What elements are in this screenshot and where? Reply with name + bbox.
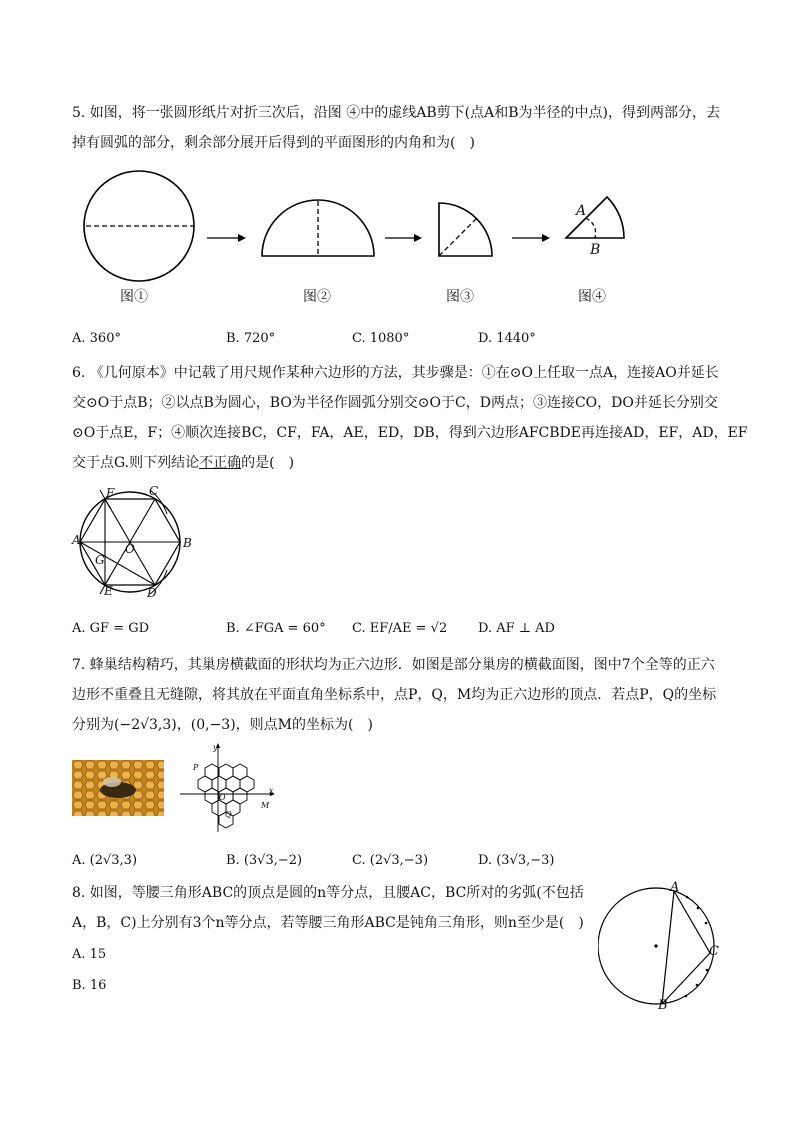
q6-line-3: ⊙O于点E，F；④顺次连接BC，CF，FA，AE，ED，DB，得到六边形AFCBDE再连接AD，EF，AD，EF bbox=[72, 425, 748, 441]
q6-line-2: 交⊙O于点B；②以点B为圆心，BO为半径作圆弧分别交⊙O于C，D两点；③连接CO，DO并延长分别交 bbox=[72, 395, 718, 411]
q6-option-a[interactable]: A. GF = GD bbox=[72, 621, 150, 636]
q6-option-c[interactable]: C. EF/AE = √2 bbox=[352, 621, 448, 636]
q8-line-1: 8. 如图，等腰三角形ABC的顶点是圆的n等分点，且腰AC，BC所对的劣弧(不包括 bbox=[72, 885, 584, 901]
q6-line-4-mark: 不正确 bbox=[199, 455, 242, 471]
q6-label-g: G bbox=[95, 553, 105, 567]
q7-option-c[interactable]: C. (2√3,−3) bbox=[352, 853, 429, 868]
q5-folding-figure bbox=[60, 170, 660, 320]
q7-label-y: y bbox=[213, 743, 218, 752]
q6-option-b[interactable]: B. ∠FGA = 60° bbox=[226, 621, 326, 636]
q6-label-a: A bbox=[72, 533, 81, 547]
q5-caption-4: 图④ bbox=[578, 289, 606, 305]
q7-label-x: x bbox=[269, 786, 274, 795]
q5-label-b: B bbox=[590, 242, 601, 258]
q5-line-1: 5. 如图，将一张圆形纸片对折三次后，沿图 ④中的虚线AB剪下(点A和B为半径的中点)，得到两部分，去 bbox=[72, 105, 720, 121]
q8-label-c: C bbox=[709, 944, 719, 959]
q5-option-b[interactable]: B. 720° bbox=[226, 331, 276, 346]
q7-line-1: 7. 蜂巢结构精巧，其巢房横截面的形状均为正六边形．如图是部分巢房的横截面图，图中7个全等的正六 bbox=[72, 657, 715, 673]
q6-line-4 bbox=[72, 454, 294, 472]
q7-honeycomb-diagram bbox=[178, 742, 278, 834]
q5-option-c[interactable]: C. 1080° bbox=[352, 331, 410, 346]
q5-option-a[interactable]: A. 360° bbox=[72, 331, 121, 346]
q5-option-d[interactable]: D. 1440° bbox=[478, 331, 536, 346]
q7-label-p: P bbox=[193, 763, 199, 772]
q6-line-1: 6. 《几何原本》中记载了用尺规作某种六边形的方法，其步骤是：①在⊙O上任取一点A，连接AO并延长 bbox=[72, 365, 719, 381]
q7-label-o: O bbox=[219, 793, 226, 802]
q6-label-e: E bbox=[104, 584, 113, 598]
q7-label-q: Q bbox=[225, 810, 232, 819]
q5-caption-2: 图② bbox=[303, 289, 331, 305]
q7-label-m: M bbox=[261, 801, 270, 810]
fig3-dashed-line bbox=[439, 217, 478, 256]
q6-line-4-post: 的是( ) bbox=[241, 455, 295, 471]
q7-line-2: 边形不重叠且无缝隙，将其放在平面直角坐标系中，点P，Q，M均为正六边形的顶点．若点P，Q的坐标 bbox=[72, 687, 717, 703]
q7-line-3: 分别为(−2√3,3)，(0,−3)，则点M的坐标为( ) bbox=[72, 717, 373, 733]
q8-label-b: B bbox=[658, 998, 668, 1013]
q7-option-b[interactable]: B. (3√3,−2) bbox=[226, 853, 303, 868]
honeycomb-photo bbox=[72, 760, 164, 816]
n-division-points bbox=[685, 896, 709, 998]
q7-option-d[interactable]: D. (3√3,−3) bbox=[478, 853, 555, 868]
q5-caption-3: 图③ bbox=[446, 289, 474, 305]
q8-option-b[interactable]: B. 16 bbox=[72, 978, 107, 993]
q5-label-a: A bbox=[576, 203, 587, 219]
q6-label-o: O bbox=[125, 542, 135, 556]
q7-option-a[interactable]: A. (2√3,3) bbox=[72, 853, 138, 868]
q6-label-f: F bbox=[106, 486, 115, 500]
q5-caption-1: 图① bbox=[120, 289, 148, 305]
q5-line-2: 掉有圆弧的部分，剩余部分展开后得到的平面图形的内角和为( ) bbox=[72, 135, 475, 151]
q6-label-b: B bbox=[183, 536, 192, 550]
q6-line-4-pre: 交于点G.则下列结论 bbox=[72, 455, 200, 471]
q8-label-a: A bbox=[670, 880, 680, 895]
q8-option-a[interactable]: A. 15 bbox=[72, 947, 107, 962]
q8-line-2: A，B，C)上分别有3个n等分点，若等腰三角形ABC是钝角三角形，则n至少是( ) bbox=[72, 915, 584, 931]
fig4-dashed-cut bbox=[586, 218, 596, 238]
q8-center-dot bbox=[654, 944, 657, 947]
bee-wing bbox=[103, 777, 121, 787]
q6-option-d[interactable]: D. AF ⊥ AD bbox=[478, 621, 555, 636]
q6-label-d: D bbox=[147, 586, 157, 600]
q6-label-c: C bbox=[149, 484, 159, 498]
